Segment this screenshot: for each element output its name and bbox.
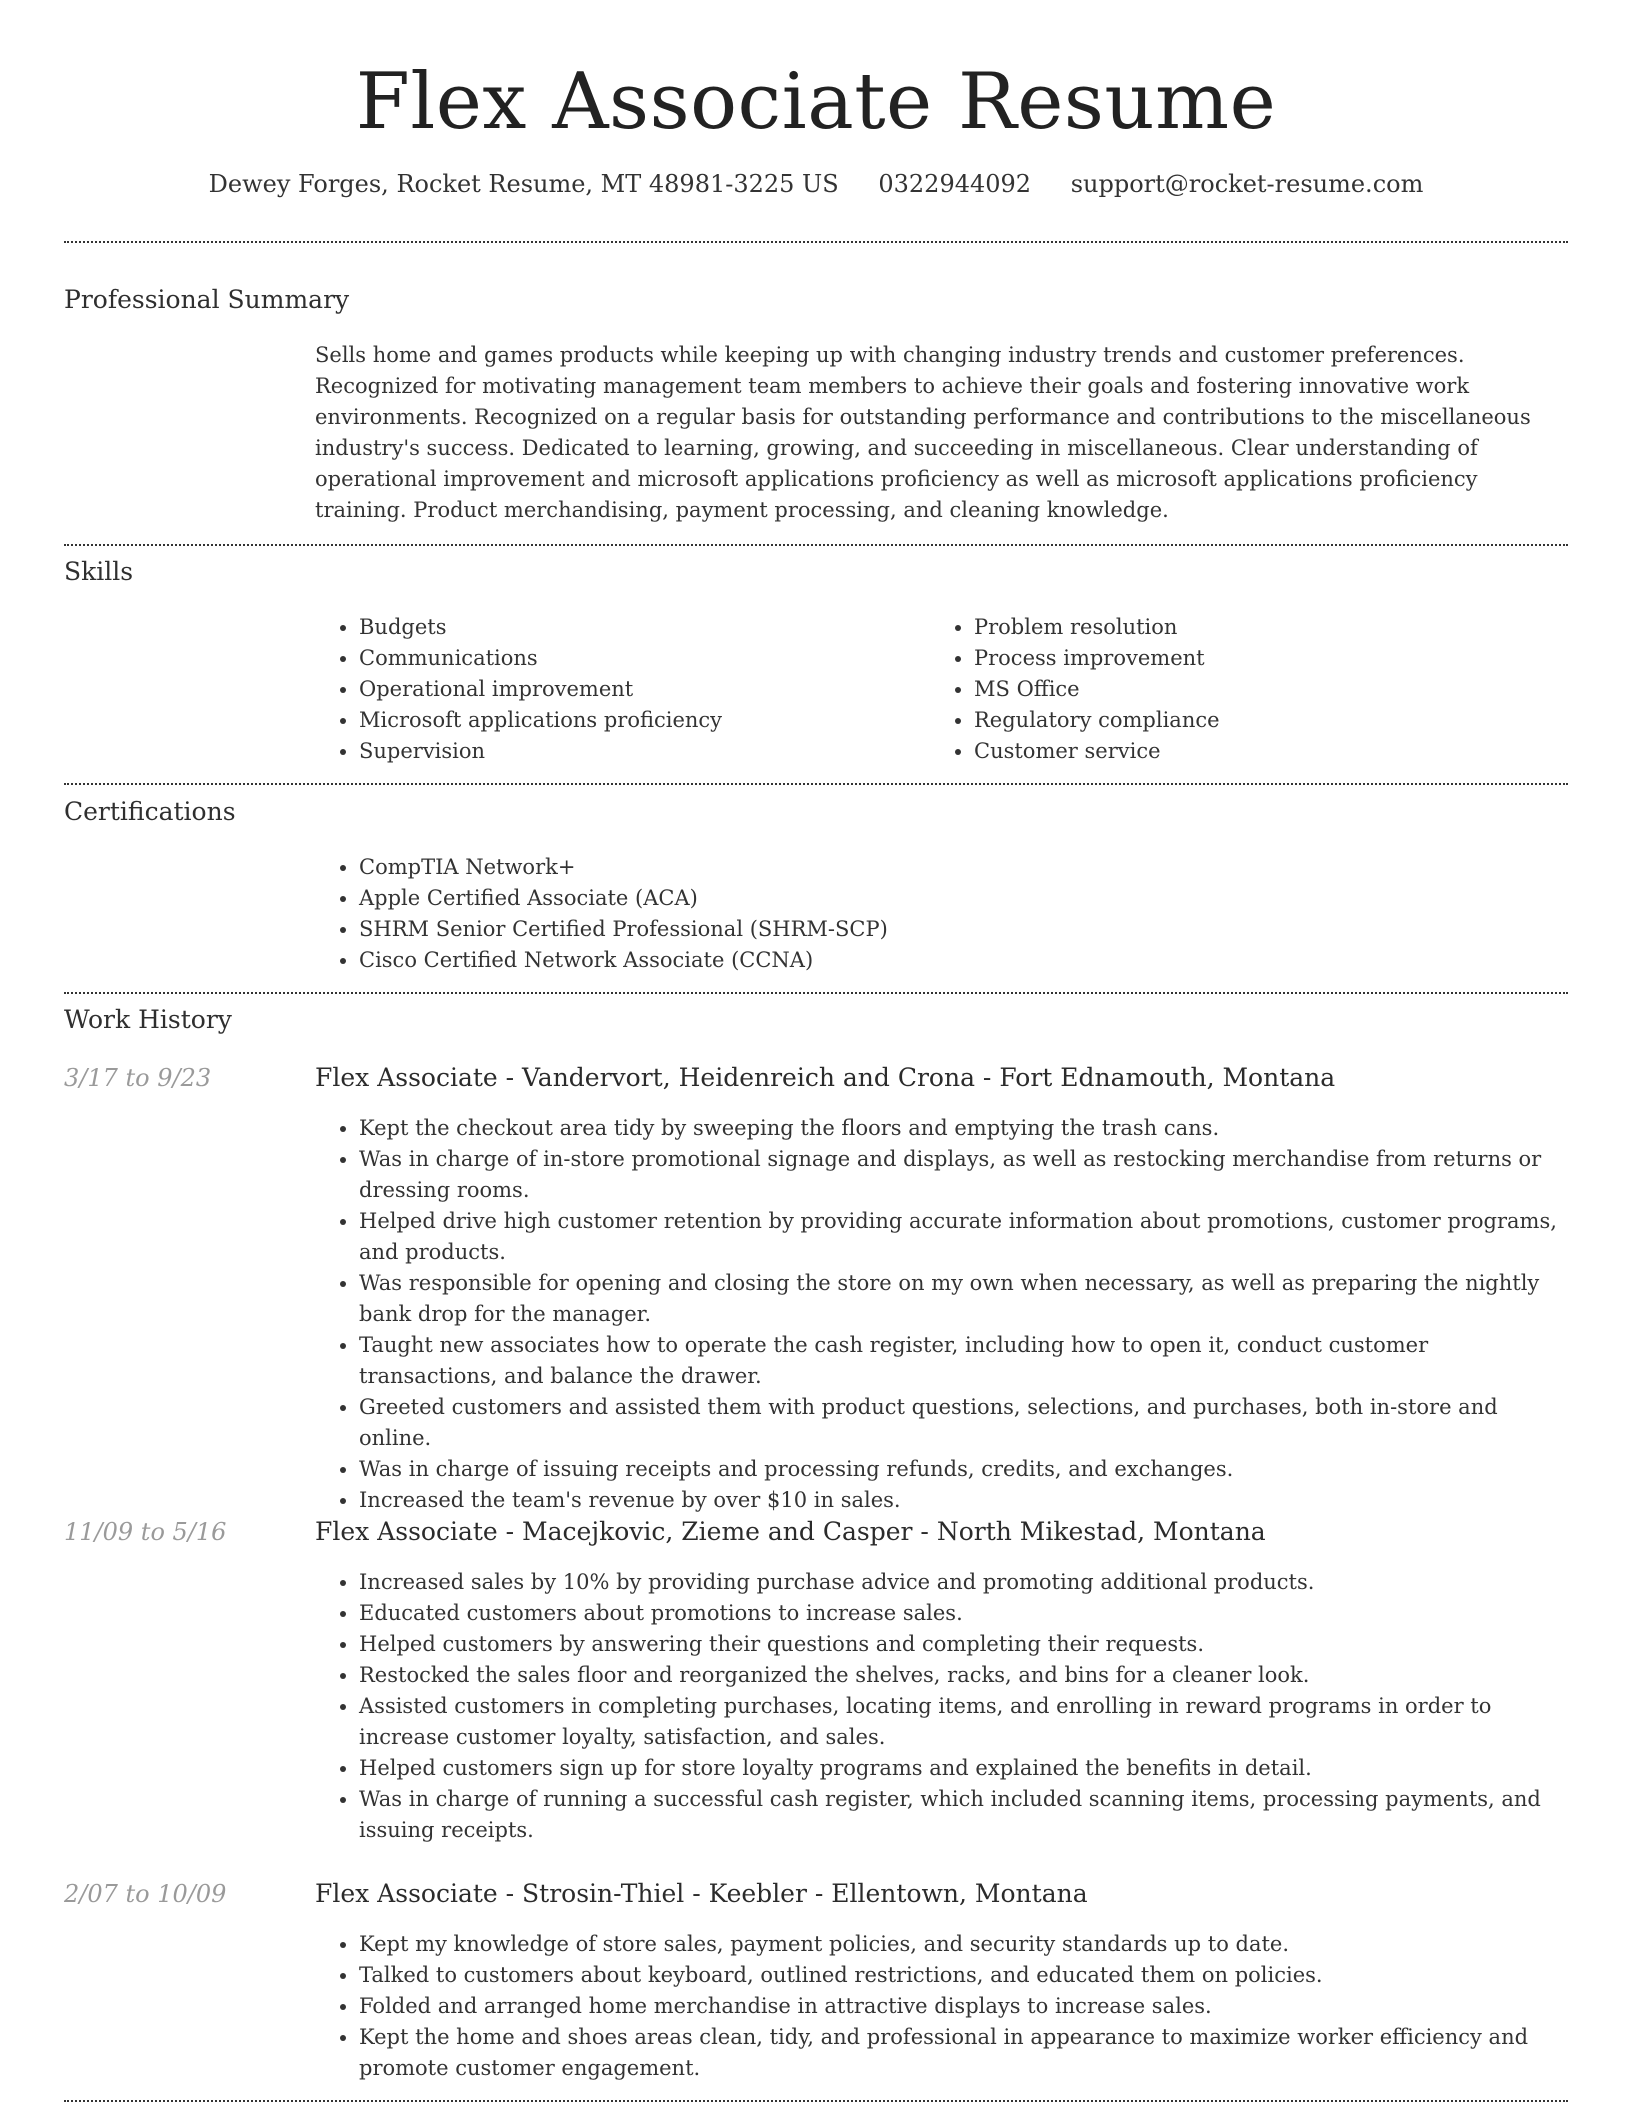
job-bullet: • Talked to customers about keyboard, outlined restrictions, and educated them on policies. [359, 1960, 1568, 1991]
certification-item: • CompTIA Network+ [359, 852, 1568, 883]
skill-item: • Operational improvement [359, 674, 919, 705]
job-bullet: • Increased sales by 10% by providing purchase advice and promoting additional products. [359, 1567, 1568, 1598]
job-bullet: • Was in charge of in-store promotional signage and displays, as well as restocking merchandise from returns or dressing rooms. [359, 1144, 1568, 1206]
job-bullet: • Helped drive high customer retention by providing accurate information about promotions, customer programs, and products. [359, 1206, 1568, 1268]
section-heading-summary: Professional Summary [64, 285, 350, 314]
job-bullets [315, 1929, 1568, 2084]
skills-list-right [930, 612, 1574, 767]
contact-email: support@rocket-resume.com [1070, 170, 1424, 198]
skill-item: • MS Office [974, 674, 1574, 705]
job-bullet: • Folded and arranged home merchandise in attractive displays to increase sales. [359, 1991, 1568, 2022]
job-bullet: • Helped customers by answering their questions and completing their requests. [359, 1629, 1568, 1660]
job-bullet: • Helped customers sign up for store loyalty programs and explained the benefits in detail. [359, 1753, 1568, 1784]
work-history-divider [64, 2100, 1568, 2102]
contact-phone: 0322944092 [878, 170, 1032, 198]
job-bullet: • Educated customers about promotions to increase sales. [359, 1598, 1568, 1629]
resume-page [64, 0, 1568, 2080]
job-bullet: • Restocked the sales floor and reorganized the shelves, racks, and bins for a cleaner look. [359, 1660, 1568, 1691]
section-heading-skills: Skills [64, 557, 134, 586]
certification-item: • Apple Certified Associate (ACA) [359, 883, 1568, 914]
skill-item: • Microsoft applications proficiency [359, 705, 919, 736]
skill-item: • Communications [359, 643, 919, 674]
certifications-list [315, 852, 1568, 976]
skill-item: • Customer service [974, 736, 1574, 767]
skill-item: • Regulatory compliance [974, 705, 1574, 736]
job-bullets [315, 1567, 1568, 1846]
job-dates: 3/17 to 9/23 [64, 1064, 212, 1092]
job-bullet: • Was in charge of issuing receipts and processing refunds, credits, and exchanges. [359, 1454, 1568, 1485]
job-title: Flex Associate - Strosin-Thiel - Keebler - Ellentown, Montana [315, 1879, 1088, 1908]
job-bullet: • Was in charge of running a successful cash register, which included scanning items, processing payments, and issuing receipts. [359, 1784, 1568, 1846]
skill-item: • Process improvement [974, 643, 1574, 674]
skill-item: • Budgets [359, 612, 919, 643]
header-divider [64, 241, 1568, 243]
skills-divider [64, 783, 1568, 785]
certification-item: • SHRM Senior Certified Professional (SHRM-SCP) [359, 914, 1568, 945]
job-title: Flex Associate - Vandervort, Heidenreich and Crona - Fort Ednamouth, Montana [315, 1063, 1336, 1092]
job-dates: 2/07 to 10/09 [64, 1880, 227, 1908]
job-bullet: • Assisted customers in completing purchases, locating items, and enrolling in reward programs in order to increase customer loyalty, satisfaction, and sales. [359, 1691, 1568, 1753]
job-bullet: • Was responsible for opening and closing the store on my own when necessary, as well as preparing the nightly bank drop for the manager. [359, 1268, 1568, 1330]
job-bullet: • Kept my knowledge of store sales, payment policies, and security standards up to date. [359, 1929, 1568, 1960]
job-dates: 11/09 to 5/16 [64, 1518, 227, 1546]
summary-divider [64, 544, 1568, 546]
summary-text: Sells home and games products while keeping up with changing industry trends and customer preferences. Recognized for motivating management team members to achieve their goals and fostering innovative work environments. Recognized on a regular basis for outstanding performance and contributions to the miscellaneous industry's success. Dedicated to learning, growing, and succeeding in miscellaneous. Clear understanding of operational improvement and microsoft applications proficiency as well as microsoft applications proficiency training. Product merchandising, payment processing, and cleaning knowledge. [315, 343, 1531, 522]
contact-info [64, 168, 1568, 200]
contact-address: Dewey Forges, Rocket Resume, MT 48981-3225 US [208, 170, 839, 198]
section-heading-work-history: Work History [64, 1005, 232, 1034]
job-bullet: • Increased the team's revenue by over $10 in sales. [359, 1485, 1568, 1516]
job-title: Flex Associate - Macejkovic, Zieme and Casper - North Mikestad, Montana [315, 1517, 1266, 1546]
skill-item: • Problem resolution [974, 612, 1574, 643]
skills-list-left [315, 612, 919, 767]
job-bullets [315, 1113, 1568, 1516]
job-bullet: • Kept the home and shoes areas clean, tidy, and professional in appearance to maximize worker efficiency and promote customer engagement. [359, 2022, 1568, 2084]
certification-item: • Cisco Certified Network Associate (CCNA) [359, 945, 1568, 976]
section-heading-certifications: Certifications [64, 797, 236, 826]
skill-item: • Supervision [359, 736, 919, 767]
certifications-divider [64, 992, 1568, 994]
job-bullet: • Greeted customers and assisted them with product questions, selections, and purchases, both in-store and online. [359, 1392, 1568, 1454]
job-bullet: • Kept the checkout area tidy by sweeping the floors and emptying the trash cans. [359, 1113, 1568, 1144]
resume-title: Flex Associate Resume [355, 57, 1277, 147]
job-bullet: • Taught new associates how to operate the cash register, including how to open it, conduct customer transactions, and balance the drawer. [359, 1330, 1568, 1392]
